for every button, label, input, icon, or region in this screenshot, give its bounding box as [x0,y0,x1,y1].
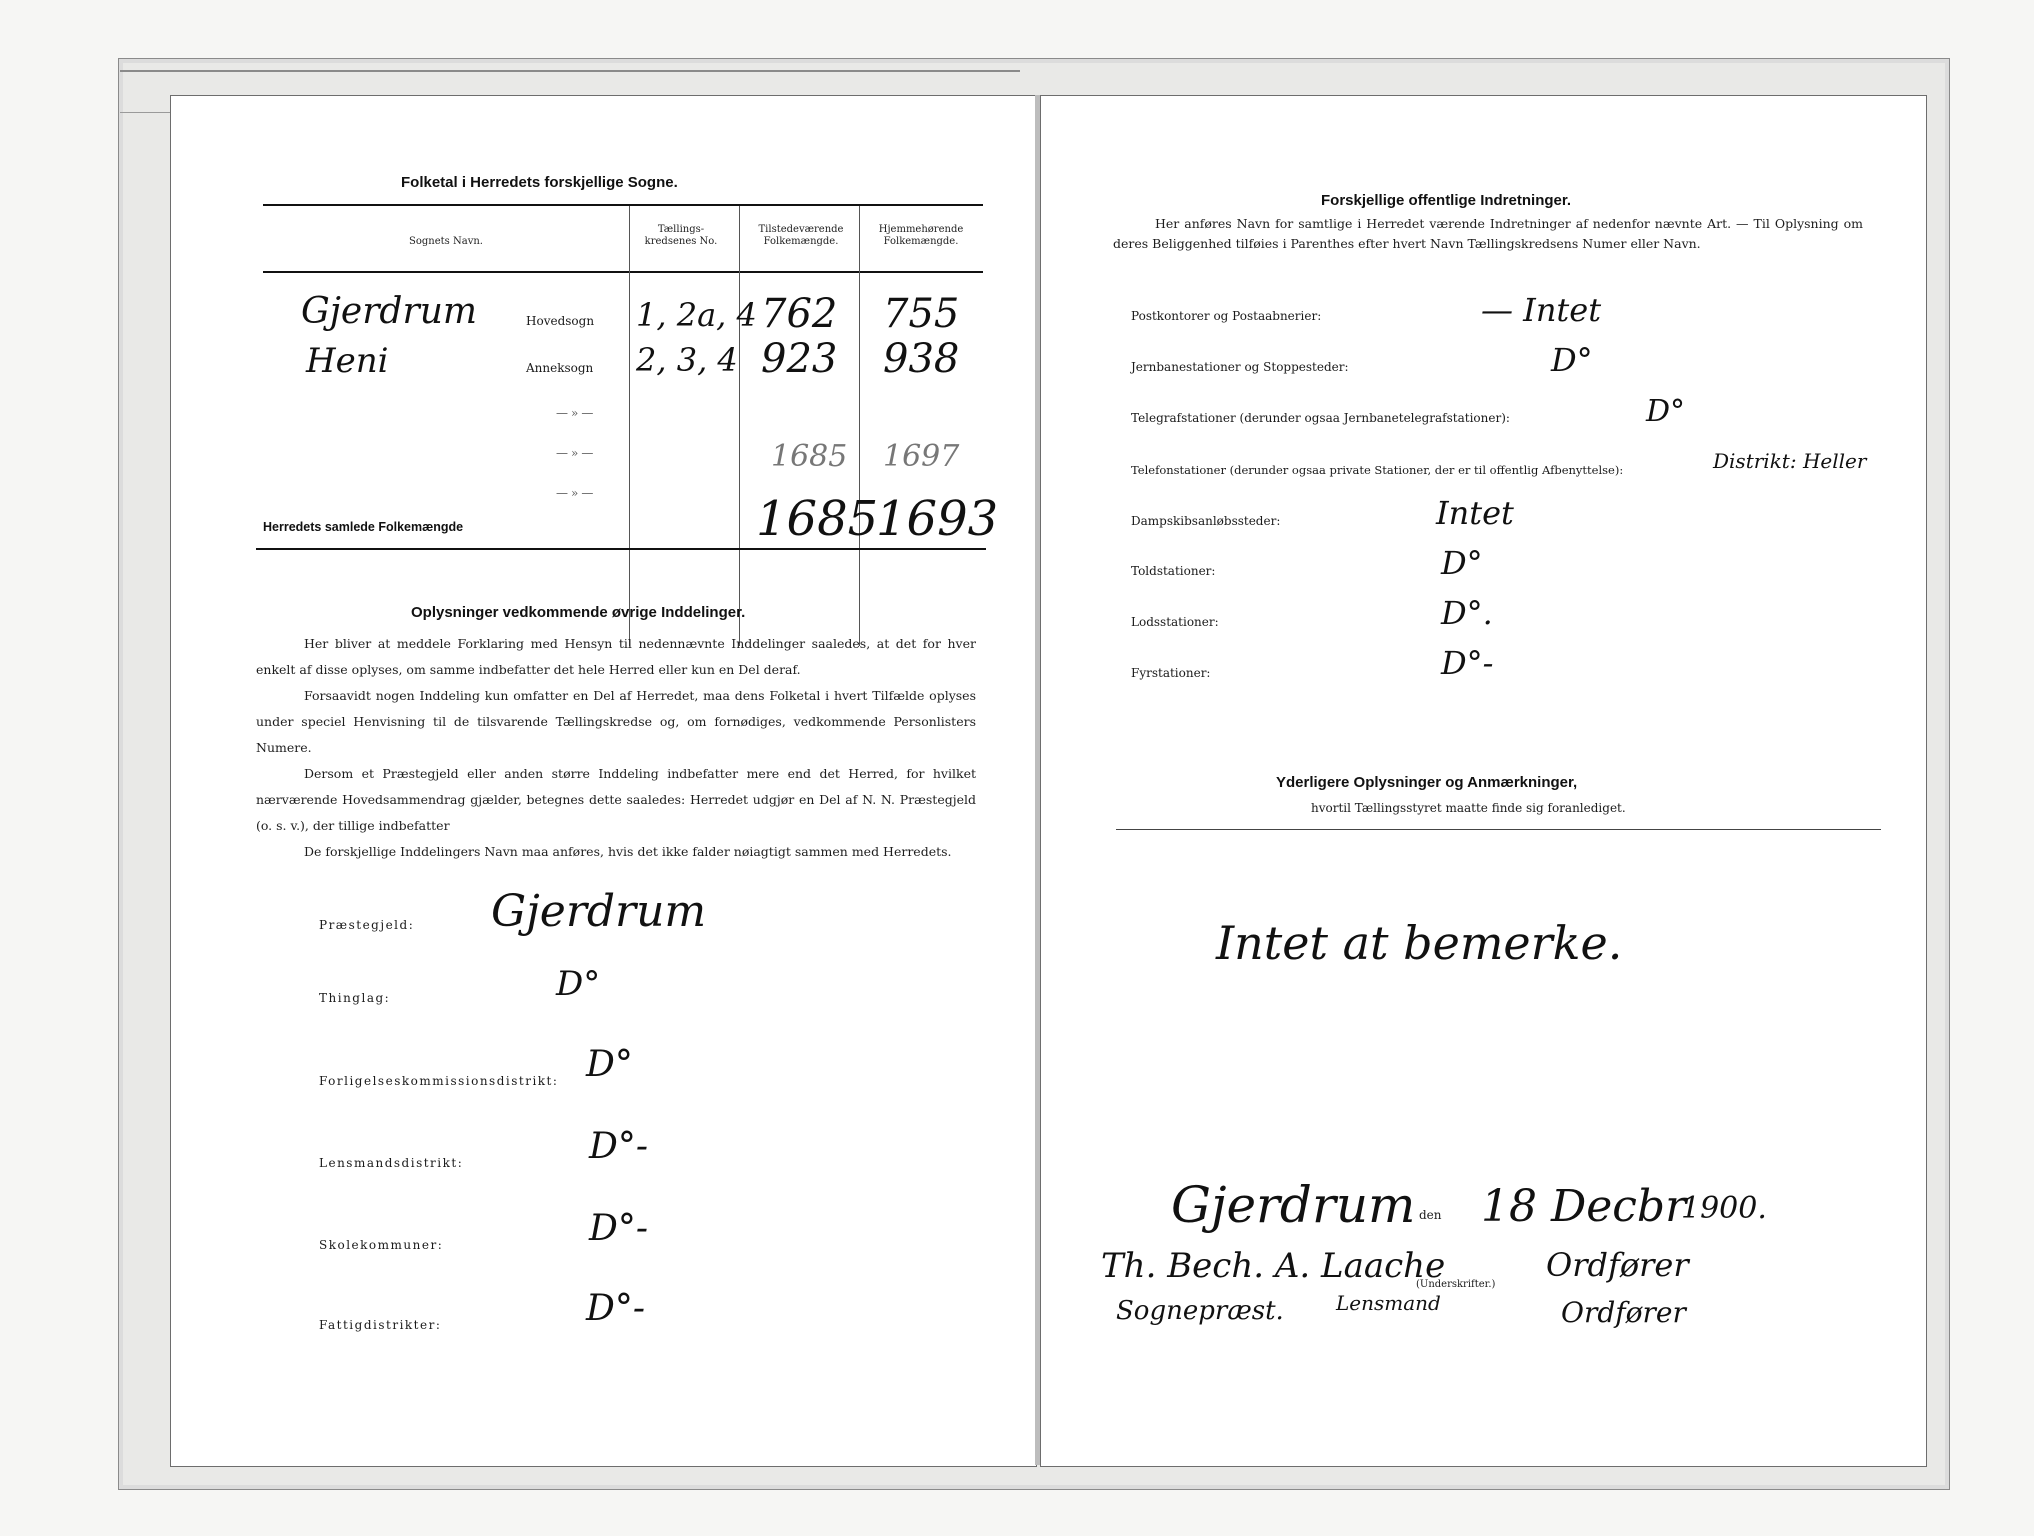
division-label-thinglag: Thinglag: [319,991,391,1005]
section2-title: Oplysninger vedkommende øvrige Inddelinger. [411,604,746,621]
division-label-prestegjeld: Præstegjeld: [319,918,415,932]
item-value-telefon: Distrikt: Heller [1713,449,1867,473]
remark-text: Intet at bemerke. [1216,916,1623,970]
table-header-name: Sognets Navn. [409,236,483,247]
row1-tilstede: 762 [761,291,838,337]
left-page [170,95,1037,1467]
row1-hjemme: 755 [883,291,960,337]
division-label-fattig: Fattigdistrikter: [319,1318,442,1332]
signature-role-ordforer: Ordfører [1561,1296,1686,1329]
item-value-post: — Intet [1481,291,1602,329]
item-value-told: D° [1441,544,1483,582]
table-header-hjemme: Hjemmehørende Folkemængde. [878,224,964,247]
item-value-fyr: D°- [1441,644,1494,682]
item-label-dampskib: Dampskibsanløbssteder: [1131,514,1281,528]
row2-tilstede: 923 [761,336,838,382]
right-section2-title: Yderligere Oplysninger og Anmærkninger, [1276,774,1578,791]
row5-ditto: —»— [556,486,597,500]
division-value-prestegjeld: Gjerdrum [491,886,707,937]
right-section2-subtitle: hvortil Tællingsstyret maatte finde sig foranlediget. [1311,801,1626,815]
signature-extra: Ordfører [1546,1246,1689,1284]
item-value-dampskib: Intet [1436,494,1514,532]
division-value-lensmand: D°- [589,1126,649,1167]
table-top-rule [263,204,983,206]
item-label-fyr: Fyrstationer: [1131,666,1211,680]
division-value-forligelse: D° [586,1044,633,1085]
division-label-forligelse: Forligelseskommissionsdistrikt: [319,1074,559,1088]
row2-type: Anneksogn [526,361,594,375]
table-header-tilstede: Tilstedeværende Folkemængde. [758,224,844,247]
item-label-jernbane: Jernbanestationer og Stoppesteder: [1131,360,1349,374]
item-label-telegraf: Telegrafstationer (derunder ogsaa Jernbanetelegrafstationer): [1131,411,1510,425]
row4-tilstede-pencil: 1685 [771,439,848,474]
row1-name: Gjerdrum [301,291,478,332]
row2-kreds: 2, 3, 4 [636,341,738,379]
row3-ditto: —»— [556,406,597,420]
right-page [1040,95,1927,1467]
item-value-lods: D°. [1441,594,1493,632]
signature-date: 18 Decbr [1481,1181,1687,1232]
signature-year: 1900. [1681,1191,1767,1226]
right-page-title: Forskjellige offentlige Indretninger. [1321,192,1572,209]
division-label-skole: Skolekommuner: [319,1238,444,1252]
total-label: Herredets samlede Folkemængde [263,520,464,534]
signature-names: Th. Bech. A. Laache [1101,1246,1446,1286]
division-value-thinglag: D° [556,964,601,1004]
total-hjemme: 1693 [876,491,999,547]
table-col-divider-1 [629,206,630,646]
row2-name: Heni [306,341,389,381]
signature-underskrifter: (Underskrifter.) [1416,1279,1496,1290]
section2-p1: Her bliver at meddele Forklaring med Hensyn til nedennævnte Inddelinger saaledes, at det for hver enkelt af disse oplyses, om samme indbefatter det hele Herred eller kun en Del deraf. [256,636,976,677]
division-value-fattig: D°- [586,1288,646,1329]
section2-p4: De forskjellige Inddelingers Navn maa anføres, hvis det ikke falder nøiagtigt sammen med Herredets. [304,844,952,859]
signature-role-lensmand: Lensmand [1336,1291,1441,1315]
row1-type: Hovedsogn [526,314,595,328]
row4-hjemme-pencil: 1697 [883,439,960,474]
row4-ditto: —»— [556,446,597,460]
signature-den: den [1419,1208,1442,1222]
left-page-title: Folketal i Herredets forskjellige Sogne. [401,174,678,191]
right-section2-rule [1116,829,1881,830]
table-header-kreds: Tællings-kredsenes No. [644,224,718,247]
item-value-telegraf: D° [1646,394,1686,429]
item-label-told: Toldstationer: [1131,564,1216,578]
row2-hjemme: 938 [883,336,960,382]
section2-p2: Forsaavidt nogen Inddeling kun omfatter en Del af Herredet, maa dens Folketal i hvert Tilfælde oplyses under speciel Henvisning til de tilsvarende Tællingskredse og, om fornødiges, vedkommende Personlisters Numere. [256,688,976,755]
table-col-divider-2 [739,206,740,646]
item-label-post: Postkontorer og Postaabnerier: [1131,309,1322,323]
table-col-divider-3 [859,206,860,646]
table-bottom-rule [256,548,986,550]
right-page-intro: Her anføres Navn for samtlige i Herredet værende Indretninger af nedenfor nævnte Art. — Til Oplysning om deres Beliggenhed tilføies i Parenthes efter hvert Navn Tællingskredsens Numer eller Navn. [1113,216,1863,251]
row1-kreds: 1, 2a, 4 [636,296,757,334]
total-tilstede: 1685 [756,491,879,547]
item-label-lods: Lodsstationer: [1131,615,1219,629]
division-value-skole: D°- [589,1208,649,1249]
signature-place: Gjerdrum [1171,1176,1416,1234]
signature-role-sogneprest: Sognepræst. [1116,1296,1284,1326]
division-label-lensmand: Lensmandsdistrikt: [319,1156,464,1170]
section2-p3: Dersom et Præstegjeld eller anden større Inddeling indbefatter mere end det Herred, for hvilket nærværende Hovedsammendrag gjælder, betegnes dette saaledes: Herredet udgjør en Del af N. N. Præstegjeld (o. s. v.), der tillige indbefatter [256,766,976,833]
item-label-telefon: Telefonstationer (derunder ogsaa private Stationer, der er til offentlig Afbenyttelse): [1131,463,1624,477]
item-value-jernbane: D° [1551,341,1593,379]
table-header-rule [263,271,983,273]
